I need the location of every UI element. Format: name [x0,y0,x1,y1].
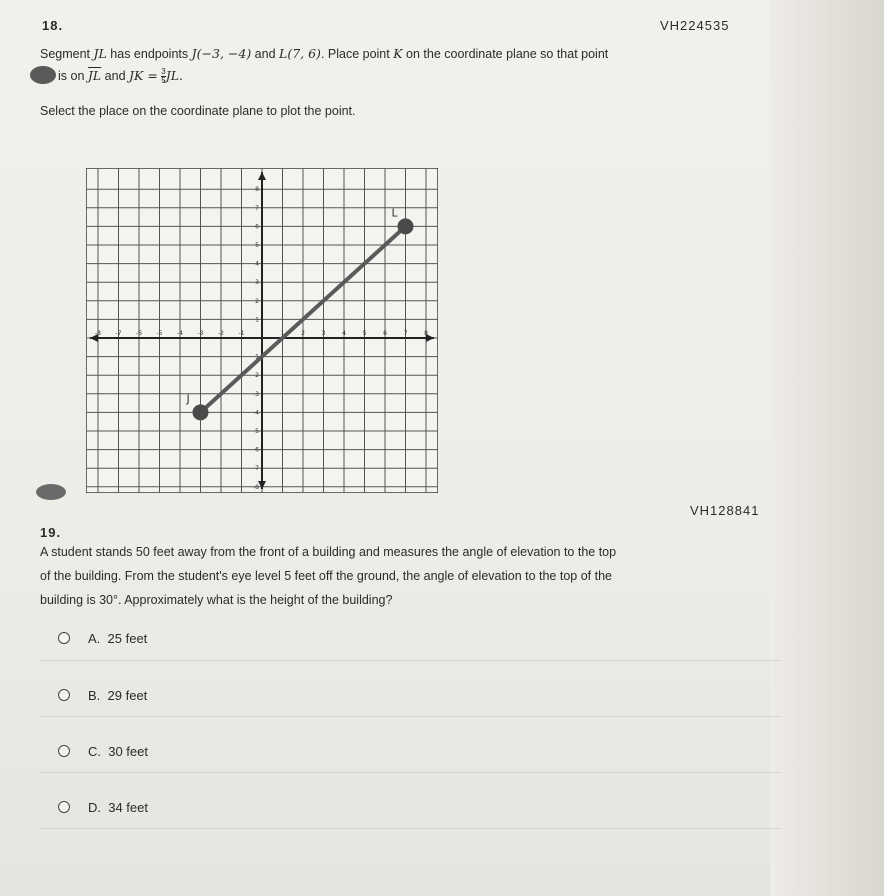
radio-b[interactable] [58,689,70,701]
label-l: L [391,206,398,220]
choice-c-label: C. 30 feet [88,743,148,759]
question-19-line1: A student stands 50 feet away from the front of a building and measures the angle of elevation to the top [40,545,617,559]
choice-b-label: B. 29 feet [88,687,148,703]
x-tick-label: -6 [136,330,142,337]
y-tick-label: -2 [253,372,259,380]
q18-text-a: Segment [40,47,94,61]
question-19-id: VH128841 [690,503,760,518]
q18-text-d: . Place point [320,47,394,61]
fraction-denominator: 5 [161,76,166,86]
y-tick-label: -1 [253,353,259,361]
x-tick-label: 2 [301,330,305,337]
question-19-line3: building is 30°. Approximately what is the height of the building? [40,593,393,607]
q18-text-e: on the coordinate plane so that point [402,47,609,61]
segment-jl: JL [93,46,107,61]
coordinate-plane[interactable] [86,168,438,493]
choice-a-label: A. 25 feet [88,630,148,646]
divider [40,772,780,773]
x-tick-label: -2 [218,330,224,337]
label-j: J [186,392,190,406]
fraction-numerator: 3 [161,67,166,77]
x-tick-label: 3 [321,330,326,337]
point-j-coords: J(−3, −4) [191,46,252,61]
y-tick-label: 5 [255,242,259,249]
question-18-line2 [58,68,183,85]
y-tick-label: 6 [255,223,259,231]
jk-equation: JK = [129,68,158,83]
q18-text-g: and [101,69,130,83]
y-tick-label: 7 [255,204,259,212]
smudge-mark [30,66,56,84]
y-tick-label: 2 [255,297,259,305]
radio-c[interactable] [58,745,70,757]
jl-term: JL. [165,68,184,83]
y-tick-label: 4 [255,260,259,268]
choice-c[interactable] [58,741,148,761]
point-l-coords: L(7, 6) [279,46,321,61]
y-tick-label: 8 [255,186,259,194]
point-j-dot [193,404,209,420]
page-edge [770,0,884,896]
question-19-number: 19. [40,525,62,540]
x-tick-label: -1 [238,330,245,337]
question-19-line2: of the building. From the student's eye level 5 feet off the ground, the angle of elevation to the top of the [40,569,612,583]
y-tick-label: -4 [253,409,259,417]
x-tick-label: -3 [197,330,204,337]
point-k: K [393,46,403,61]
question-18-number: 18. [42,18,64,33]
y-tick-label: -7 [253,465,259,473]
x-tick-label: 7 [403,330,408,337]
divider [40,828,780,829]
x-tick-label: -4 [177,330,183,337]
x-tick-label: 4 [342,330,346,337]
y-tick-label: -8 [253,483,259,491]
radio-d[interactable] [58,801,70,813]
x-tick-label: 1 [280,330,285,337]
point-l-dot [398,218,414,234]
segment-jl-bar: $\overline{JL}$ [87,68,102,83]
y-tick-label: -5 [253,428,259,435]
radio-a[interactable] [58,632,70,644]
x-tick-label: 5 [362,330,367,337]
y-tick-label: -6 [253,446,259,454]
divider [40,716,780,717]
q18-text-c: and [251,47,280,61]
x-tick-label: 8 [424,330,428,337]
x-tick-label: -5 [156,330,163,337]
y-tick-label: -3 [253,390,259,398]
q18-text-f: is on [58,69,88,83]
question-18-line1 [40,46,608,61]
question-18-instruction: Select the place on the coordinate plane to plot the point. [40,104,356,118]
question-18-id: VH224535 [660,18,730,33]
y-tick-label: 1 [255,316,259,324]
divider [40,660,780,661]
choice-d[interactable] [58,797,148,817]
choice-d-label: D. 34 feet [88,799,148,815]
x-tick-label: -8 [95,330,101,337]
choice-b[interactable] [58,685,147,705]
x-tick-label: 6 [383,330,387,337]
y-tick-label: 3 [255,279,259,287]
q18-text-b: has endpoints [106,47,192,61]
choice-a[interactable] [58,628,147,648]
smudge-mark-2 [36,484,66,500]
x-tick-label: -7 [115,330,122,337]
